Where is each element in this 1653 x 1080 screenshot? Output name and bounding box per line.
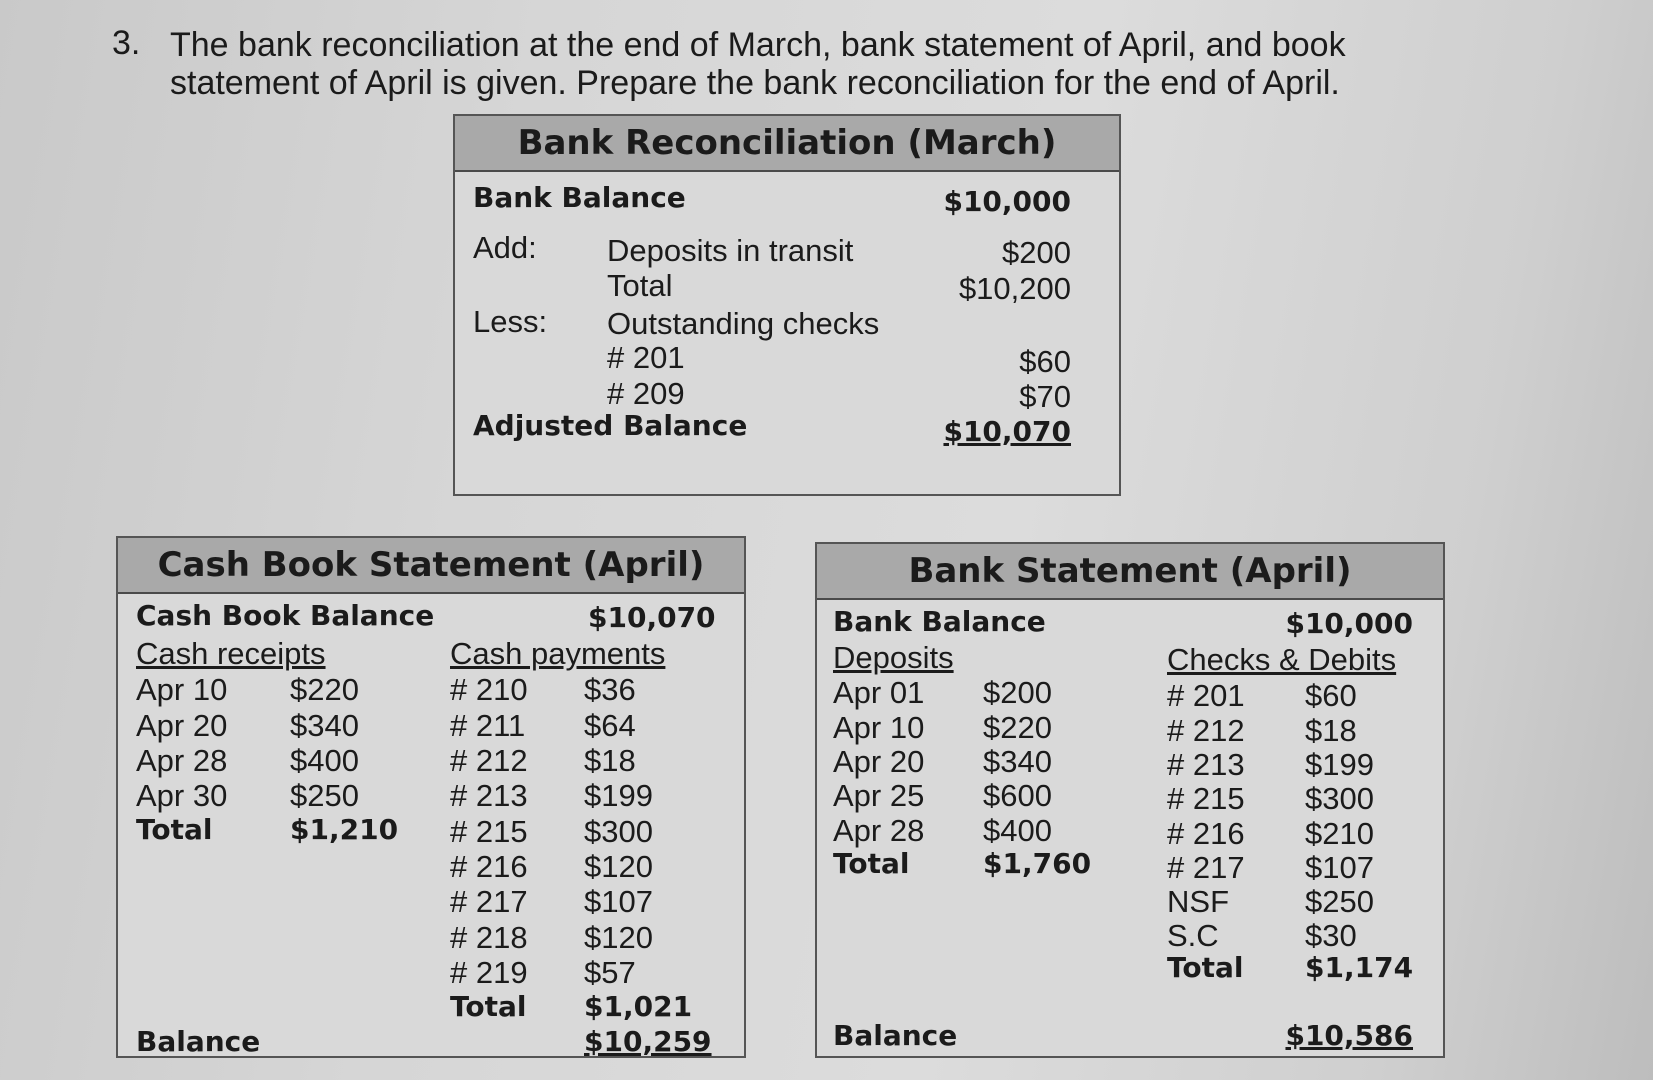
payment-amt: $107 bbox=[584, 884, 653, 919]
check-amt: $18 bbox=[1305, 713, 1357, 748]
payment-amt: $57 bbox=[584, 955, 636, 990]
march-check-num: # 201 bbox=[607, 340, 685, 375]
march-total-value: $10,200 bbox=[958, 271, 1071, 306]
check-num: # 212 bbox=[1167, 713, 1245, 748]
deposit-date: Apr 20 bbox=[833, 744, 925, 779]
check-num: # 217 bbox=[1167, 850, 1245, 885]
check-num: NSF bbox=[1167, 884, 1229, 919]
payment-num: # 210 bbox=[450, 672, 528, 707]
check-amt: $199 bbox=[1305, 747, 1374, 782]
march-deposits-label: Deposits in transit bbox=[607, 233, 854, 268]
payment-amt: $36 bbox=[584, 672, 636, 707]
payment-num: # 219 bbox=[450, 955, 528, 990]
checks-total-label: Total bbox=[1167, 951, 1244, 984]
receipt-amt: $400 bbox=[290, 743, 359, 778]
receipt-amt: $340 bbox=[290, 708, 359, 743]
receipt-date: Apr 20 bbox=[136, 708, 228, 743]
bank-statement-final-balance: $10,586 bbox=[1285, 1019, 1413, 1052]
payments-total-label: Total bbox=[450, 990, 527, 1023]
deposit-date: Apr 28 bbox=[833, 813, 925, 848]
deposit-amt: $220 bbox=[983, 710, 1052, 745]
receipt-date: Apr 30 bbox=[136, 778, 228, 813]
march-adjusted-label: Adjusted Balance bbox=[473, 409, 748, 442]
check-amt: $107 bbox=[1305, 850, 1374, 885]
receipts-total-label: Total bbox=[136, 813, 213, 846]
check-num: # 215 bbox=[1167, 781, 1245, 816]
receipt-date: Apr 28 bbox=[136, 743, 228, 778]
payment-num: # 213 bbox=[450, 778, 528, 813]
deposit-amt: $600 bbox=[983, 778, 1052, 813]
deposit-amt: $400 bbox=[983, 813, 1052, 848]
payment-num: # 216 bbox=[450, 849, 528, 884]
deposit-date: Apr 25 bbox=[833, 778, 925, 813]
bank-statement-balance: $10,000 bbox=[1285, 607, 1413, 640]
receipt-amt: $220 bbox=[290, 672, 359, 707]
check-amt: $210 bbox=[1305, 816, 1374, 851]
march-outstanding-label: Outstanding checks bbox=[607, 306, 880, 341]
march-title: Bank Reconciliation (March) bbox=[455, 116, 1119, 172]
payment-num: # 215 bbox=[450, 814, 528, 849]
payment-num: # 212 bbox=[450, 743, 528, 778]
check-num: # 216 bbox=[1167, 816, 1245, 851]
march-total-label: Total bbox=[607, 268, 673, 303]
payments-total: $1,021 bbox=[584, 990, 693, 1023]
payment-amt: $120 bbox=[584, 849, 653, 884]
cash-book-title: Cash Book Statement (April) bbox=[118, 538, 744, 594]
cash-book-final-balance: $10,259 bbox=[584, 1025, 712, 1058]
payment-amt: $64 bbox=[584, 708, 636, 743]
march-deposits-value: $200 bbox=[1002, 235, 1071, 270]
deposit-amt: $200 bbox=[983, 675, 1052, 710]
question-number: 3. bbox=[112, 24, 141, 62]
march-less-label: Less: bbox=[473, 304, 548, 339]
payment-amt: $120 bbox=[584, 920, 653, 955]
bank-statement-box bbox=[815, 542, 1445, 1058]
check-num: # 201 bbox=[1167, 678, 1245, 713]
checks-header: Checks & Debits bbox=[1167, 642, 1397, 677]
bank-statement-balance-label: Bank Balance bbox=[833, 605, 1046, 638]
question-line-2: statement of April is given. Prepare the bank reconciliation for the end of April. bbox=[170, 64, 1340, 102]
payment-amt: $18 bbox=[584, 743, 636, 778]
check-num: # 213 bbox=[1167, 747, 1245, 782]
deposit-date: Apr 01 bbox=[833, 675, 925, 710]
checks-total: $1,174 bbox=[1305, 951, 1414, 984]
check-num: S.C bbox=[1167, 918, 1219, 953]
question-line-1: The bank reconciliation at the end of March, bank statement of April, and book bbox=[170, 26, 1346, 64]
check-amt: $300 bbox=[1305, 781, 1374, 816]
bank-statement-final-label: Balance bbox=[833, 1019, 958, 1052]
payment-amt: $199 bbox=[584, 778, 653, 813]
receipt-date: Apr 10 bbox=[136, 672, 228, 707]
march-add-label: Add: bbox=[473, 230, 537, 265]
cash-book-box bbox=[116, 536, 746, 1058]
check-amt: $250 bbox=[1305, 884, 1374, 919]
cash-book-balance: $10,070 bbox=[588, 601, 716, 634]
march-check-amt: $60 bbox=[1019, 344, 1071, 379]
march-bank-balance-label: Bank Balance bbox=[473, 181, 686, 214]
payments-header: Cash payments bbox=[450, 636, 666, 671]
march-bank-balance: $10,000 bbox=[943, 185, 1071, 218]
deposits-total: $1,760 bbox=[983, 847, 1092, 880]
receipt-amt: $250 bbox=[290, 778, 359, 813]
check-amt: $60 bbox=[1305, 678, 1357, 713]
check-amt: $30 bbox=[1305, 918, 1357, 953]
march-check-num: # 209 bbox=[607, 376, 685, 411]
payment-amt: $300 bbox=[584, 814, 653, 849]
march-check-amt: $70 bbox=[1019, 379, 1071, 414]
cash-book-final-label: Balance bbox=[136, 1025, 261, 1058]
deposit-date: Apr 10 bbox=[833, 710, 925, 745]
deposit-amt: $340 bbox=[983, 744, 1052, 779]
march-reconciliation-box bbox=[453, 114, 1121, 496]
receipts-header: Cash receipts bbox=[136, 636, 326, 671]
deposits-total-label: Total bbox=[833, 847, 910, 880]
bank-statement-title: Bank Statement (April) bbox=[817, 544, 1443, 600]
deposits-header: Deposits bbox=[833, 640, 954, 675]
cash-book-balance-label: Cash Book Balance bbox=[136, 599, 435, 632]
payment-num: # 211 bbox=[450, 708, 526, 743]
payment-num: # 217 bbox=[450, 884, 528, 919]
march-adjusted-value: $10,070 bbox=[943, 415, 1071, 448]
payment-num: # 218 bbox=[450, 920, 528, 955]
receipts-total: $1,210 bbox=[290, 813, 399, 846]
